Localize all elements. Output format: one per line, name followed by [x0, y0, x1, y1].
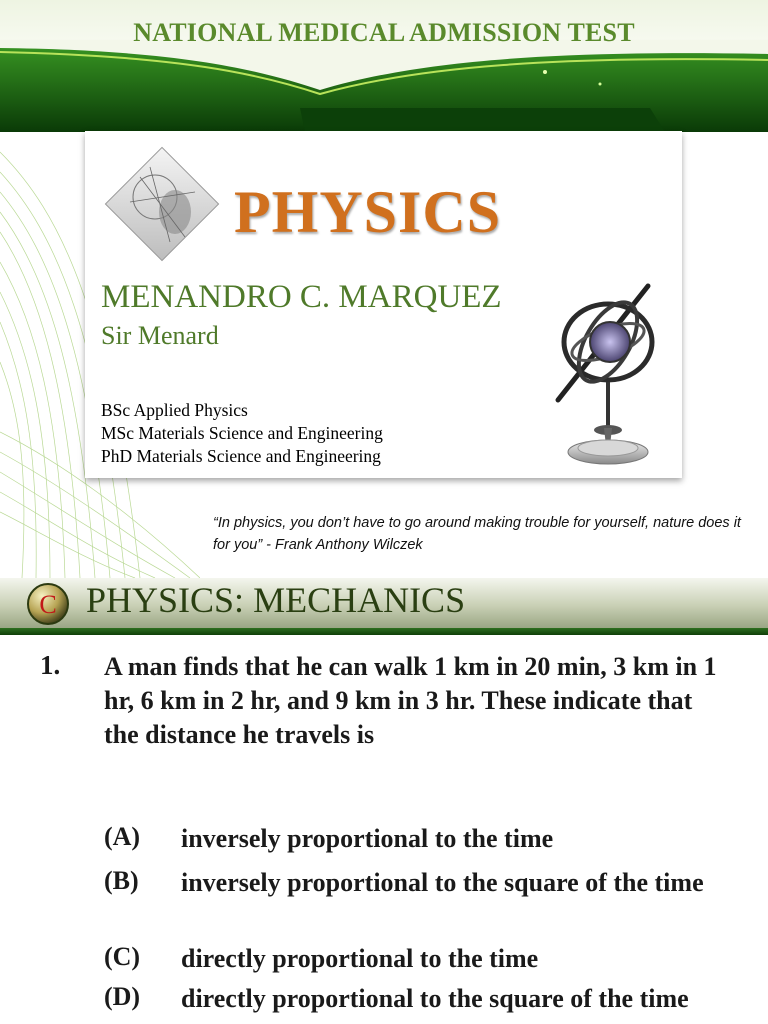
header-swoosh-graphic	[0, 40, 768, 132]
header-title: NATIONAL MEDICAL ADMISSION TEST	[133, 18, 635, 47]
slide-title: PHYSICS: MECHANICS	[86, 580, 466, 620]
option-letter-c: (C)	[104, 942, 141, 971]
degree-list	[101, 399, 383, 468]
degree-item: BSc Applied Physics	[101, 400, 248, 420]
option-text-d: directly proportional to the square of the time	[181, 984, 689, 1013]
gyroscope-image	[548, 278, 670, 472]
badge-letter: C	[39, 590, 57, 619]
subject-title: PHYSICS	[234, 179, 502, 245]
title-underline	[0, 628, 768, 635]
question-slide	[0, 578, 768, 1024]
option-text-a: inversely proportional to the time	[181, 824, 554, 853]
author-name: MENANDRO C. MARQUEZ	[101, 279, 502, 315]
author-nickname: Sir Menard	[101, 321, 219, 350]
degree-item: MSc Materials Science and Engineering	[101, 423, 383, 443]
degree-item: PhD Materials Science and Engineering	[101, 446, 381, 466]
quote-text: “In physics, you don’t have to go around making trouble for yourself, nature does it for you” - Frank Anthony Wilczek	[213, 515, 741, 553]
option-text-c: directly proportional to the time	[181, 944, 539, 973]
option-letter-d: (D)	[104, 982, 141, 1011]
option-text-b: inversely proportional to the square of the time	[181, 868, 704, 897]
question-number: 1.	[40, 650, 61, 680]
slide-header	[0, 0, 768, 132]
option-letter-b: (B)	[104, 866, 139, 895]
newton-sketch-image	[100, 142, 224, 266]
option-letter-a: (A)	[104, 822, 141, 851]
copyright-c-icon	[26, 582, 70, 626]
question-text: A man finds that he can walk 1 km in 20 min, 3 km in 1 hr, 6 km in 2 hr, and 9 km in 3 hr. These indicate that the distance he travels is	[104, 652, 717, 749]
